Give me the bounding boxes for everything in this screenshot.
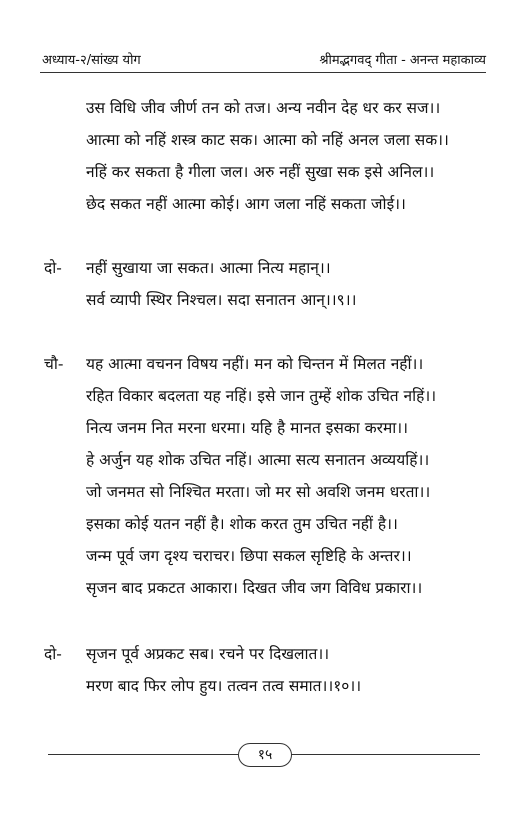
footer-rule-left <box>48 754 238 755</box>
verse-line: सृजन पूर्व अप्रकट सब। रचने पर दिखलात।। <box>86 645 330 663</box>
page-number: १५ <box>238 743 292 767</box>
verse-line: मरण बाद फिर लोप हुय। तत्वन तत्व समात।।१०।। <box>86 677 362 695</box>
verse-line: जो जनमत सो निश्चित मरता। जो मर सो अवशि जनम धरता।। <box>86 483 431 501</box>
footer-rule-right <box>290 754 480 755</box>
verse-line: यह आत्मा वचनन विषय नहीं। मन को चिन्तन में मिलत नहीं।। <box>86 355 424 373</box>
verse-line: सर्व व्यापी स्थिर निश्चल। सदा सनातन आन्।।९।। <box>86 291 357 309</box>
verse-line: रहित विकार बदलता यह नहिं। इसे जान तुम्हें शोक उचित नहिं।। <box>86 387 437 405</box>
verse-line: नित्य जनम नित मरना धरमा। यहि है मानत इसका करमा।। <box>86 419 408 437</box>
verse-line: इसका कोई यतन नहीं है। शोक करत तुम उचित नहीं है।। <box>86 515 398 533</box>
verse-line: नहिं कर सकता है गीला जल। अरु नहीं सुखा सक इसे अनिल।। <box>86 163 435 181</box>
verse-line: हे अर्जुन यह शोक उचित नहिं। आत्मा सत्य सनातन अव्ययहिं।। <box>86 451 430 469</box>
running-header <box>40 50 486 73</box>
verse-line: सृजन बाद प्रकटत आकारा। दिखत जीव जग विविध प्रकारा।। <box>86 579 423 597</box>
chapter-title: अध्याय-२/सांख्य योग <box>42 53 141 68</box>
verse-line: जन्म पूर्व जग दृश्य चराचर। छिपा सकल सृष्टिहि के अन्तर।। <box>86 547 412 565</box>
stanza-marker: दो- <box>44 259 62 277</box>
book-title: श्रीमद्भगवद् गीता - अनन्त महाकाव्य <box>319 53 486 68</box>
verse-line: नहीं सुखाया जा सकत। आत्मा नित्य महान्।। <box>86 259 331 277</box>
verse-line: छेद सकत नहीं आत्मा कोई। आग जला नहिं सकता जोई।। <box>86 195 406 213</box>
stanza-marker: चौ- <box>44 355 64 373</box>
stanza-marker: दो- <box>44 645 62 663</box>
verse-line: आत्मा को नहिं शस्त्र काट सक। आत्मा को नहिं अनल जला सक।। <box>86 131 449 149</box>
verse-line: उस विधि जीव जीर्ण तन को तज। अन्य नवीन देह धर कर सज।। <box>86 99 441 117</box>
